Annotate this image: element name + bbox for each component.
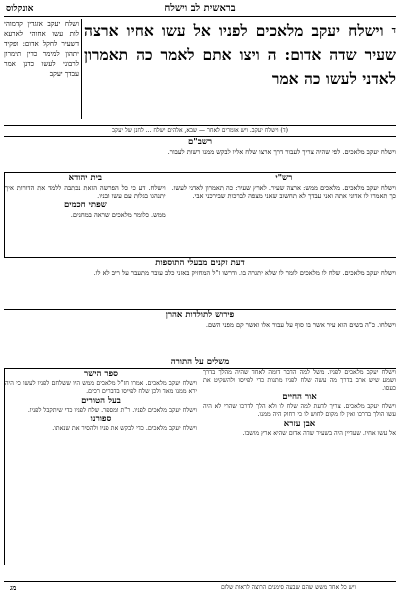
section-heading-sefer-hayashar: ספר הישר bbox=[84, 369, 118, 379]
running-title: בראשית לב וישלח bbox=[164, 3, 236, 14]
mishlei-text: וישלח יעקב מלאכים לפניו. משל למה הדבר דומה לאחד שהיה מהלך בדרך ושמע שיש ארב בדרך מה עשה שלח לפניו מתנות כדי לפייסו ולהשקיט את כעסו. bbox=[203, 369, 396, 392]
section-heading-or-hachaim: אור החיים bbox=[282, 392, 317, 403]
footnote-line: (ד) וישלח יעקב. ויש אומרים לאחר — שבא, אלהים ישלח ... לחנן של יעקב bbox=[112, 127, 288, 134]
section-heading-bet-yehuda: בית יהודא bbox=[68, 173, 102, 183]
section-heading-rashi: רש"י bbox=[275, 173, 293, 183]
toldot-block bbox=[4, 321, 396, 357]
toldot-text: וישלחו. כ"ה בשים הוא עיר אשר בו סוף על עבור אלו ואשר קם מפני השם. bbox=[205, 321, 396, 329]
section-heading-daat: דעת זקנים מבעלי התוספות bbox=[155, 258, 245, 268]
rashbam-text: וישלח יעקב מלאכים. לפי שהיה צריך לעבור דרך ארצו שלח אליו לבקש ממנו רשות לעבור. bbox=[167, 148, 396, 156]
section-heading-mishlei: משלים על התורה bbox=[170, 357, 230, 367]
rashbam-block bbox=[4, 148, 396, 172]
commentary-row-2 bbox=[4, 368, 396, 565]
bet-yehuda-text: וישלח. דע כי כל הפרשה הזאת נכתבה ללמד את הדורות איך יתנהגו בגלות עם עשו ובניו. bbox=[5, 184, 166, 201]
section-heading-ibn-ezra: אבן עזרא bbox=[283, 418, 316, 429]
commentary-row-1 bbox=[4, 172, 396, 257]
sefer-hayashar-column bbox=[4, 369, 200, 565]
section-heading-sifsei: שפתי חכמים bbox=[63, 200, 107, 211]
main-text-area bbox=[4, 19, 396, 125]
footer-note: ויש כל אחד משש שהם שבעה סימנים הרוצה לראות שלום bbox=[220, 584, 356, 591]
section-heading-rashbam: רשב"ם bbox=[187, 137, 213, 147]
daat-block bbox=[4, 269, 396, 309]
sefer-hayashar-text: וישלח יעקב מלאכים. אמרו חז"ל מלאכים ממש היו ששלחם לפניו לעשו כי היה ירא ממנו מאד ולכן שלח לפייסו בדברים רכים. bbox=[5, 380, 197, 395]
or-hachaim-text: וישלח יעקב מלאכים. צריך לדעת למה שלח לו ולא הלך לדרכו שהרי לא היה עשו הולך בדרכו ואין לו מקום לחוש לו כי רחוק היה ממנו. bbox=[203, 403, 396, 419]
bet-yehuda-column bbox=[4, 173, 169, 257]
baal-haturim-text: וישלח יעקב מלאכים לפניו. ר"ת ומספר. שלח לפניו כדי שיתקבל לפניו. bbox=[27, 406, 197, 414]
section-heading-baal-haturim: בעל הטורים bbox=[81, 395, 121, 406]
verse-number: ד bbox=[391, 26, 396, 36]
rashi-text: וישלח יעקב מלאכים. מלאכים ממש: ארצה שעיר. לארץ שעיר: כה תאמרון לאדני לעשו. כך תאמרו לו אדוני אתה ואני עבדך לא תחשוב שאני מצפה לברכות שבירכני אבי. bbox=[171, 184, 396, 201]
page-number: מג bbox=[10, 583, 17, 592]
mishlei-column bbox=[200, 369, 396, 565]
torah-verse-block bbox=[84, 19, 396, 119]
sforno-text: וישלח יעקב מלאכים. כדי לבקש את פניו ולהסיר את שנאתו. bbox=[52, 425, 197, 433]
page-footer bbox=[4, 581, 396, 594]
onkelos-column bbox=[4, 19, 82, 119]
rashi-column bbox=[169, 173, 396, 257]
ibn-ezra-text: אל עשו אחיו. שעדיין היה בשעיר שדה אדום שהיא ארץ מושבו. bbox=[242, 429, 396, 437]
page bbox=[4, 2, 396, 594]
onkelos-heading: אונקלוס bbox=[6, 4, 34, 14]
daat-text: וישלח יעקב מלאכים. שלח לו מלאכים לומר לו שלא יתגרה בו. ודרשו ז"ל המחזיק באזני כלב עובר מתעבר על ריב לא לו. bbox=[93, 269, 396, 277]
section-heading-toldot: פירוש לתולדות אהרן bbox=[165, 310, 235, 320]
verse-text: וישלח יעקב מלאכים לפניו אל עשו אחיו ארצה שעיר שדה אדום: ה ויצו אתם לאמר כה תאמרון לאדני לעשו כה אמר bbox=[84, 21, 396, 88]
sifsei-text: ממש. כלומר מלאכים שראה במחנים. bbox=[70, 211, 166, 220]
onkelos-text: ושלח יעקב אזגדין קדמוהי לות עשו אחוהי לארעא דשעיר לחקל אדום: ופקיד יתהון למימר כדין תימרון לרבוני לעשו כדנן אמר עבדך יעקב bbox=[4, 20, 79, 78]
page-header bbox=[4, 2, 396, 17]
section-heading-sforno: ספורנו bbox=[90, 414, 112, 425]
